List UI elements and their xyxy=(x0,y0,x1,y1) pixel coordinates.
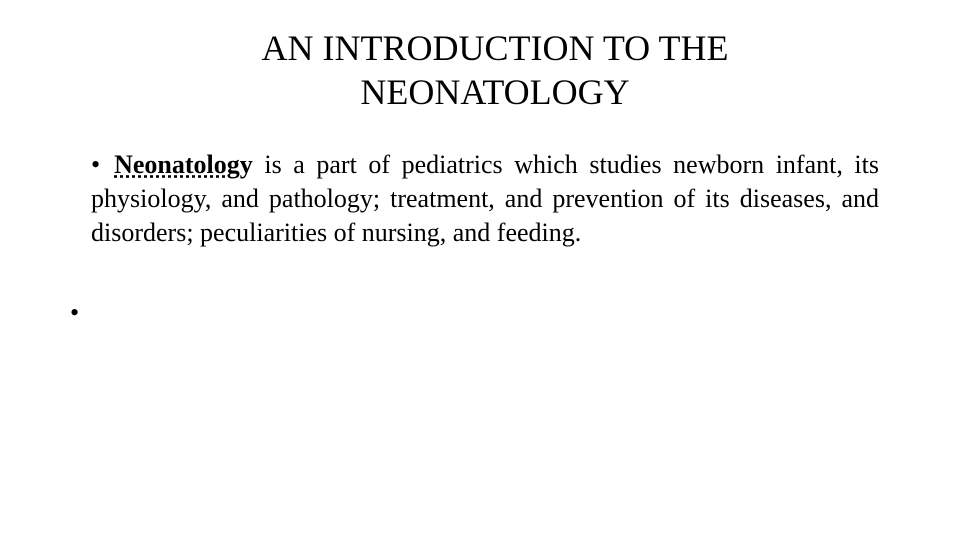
bullet-marker: • xyxy=(91,150,101,179)
bullet-marker: • xyxy=(70,298,80,327)
title-line-2: NEONATOLOGY xyxy=(360,72,630,112)
bullet-neonatology-definition xyxy=(91,148,879,250)
term-neonatology: Neonatology xyxy=(114,150,253,179)
slide-title xyxy=(180,26,810,114)
definition-text: is a part of pediatrics which studies newborn infant, its physiology, and pathology; treatment, and prevention of its diseases, and disorders; peculiarities of nursing, and feeding. xyxy=(91,150,879,247)
title-line-1: AN INTRODUCTION TO THE xyxy=(261,28,729,68)
empty-bullet xyxy=(70,296,79,330)
